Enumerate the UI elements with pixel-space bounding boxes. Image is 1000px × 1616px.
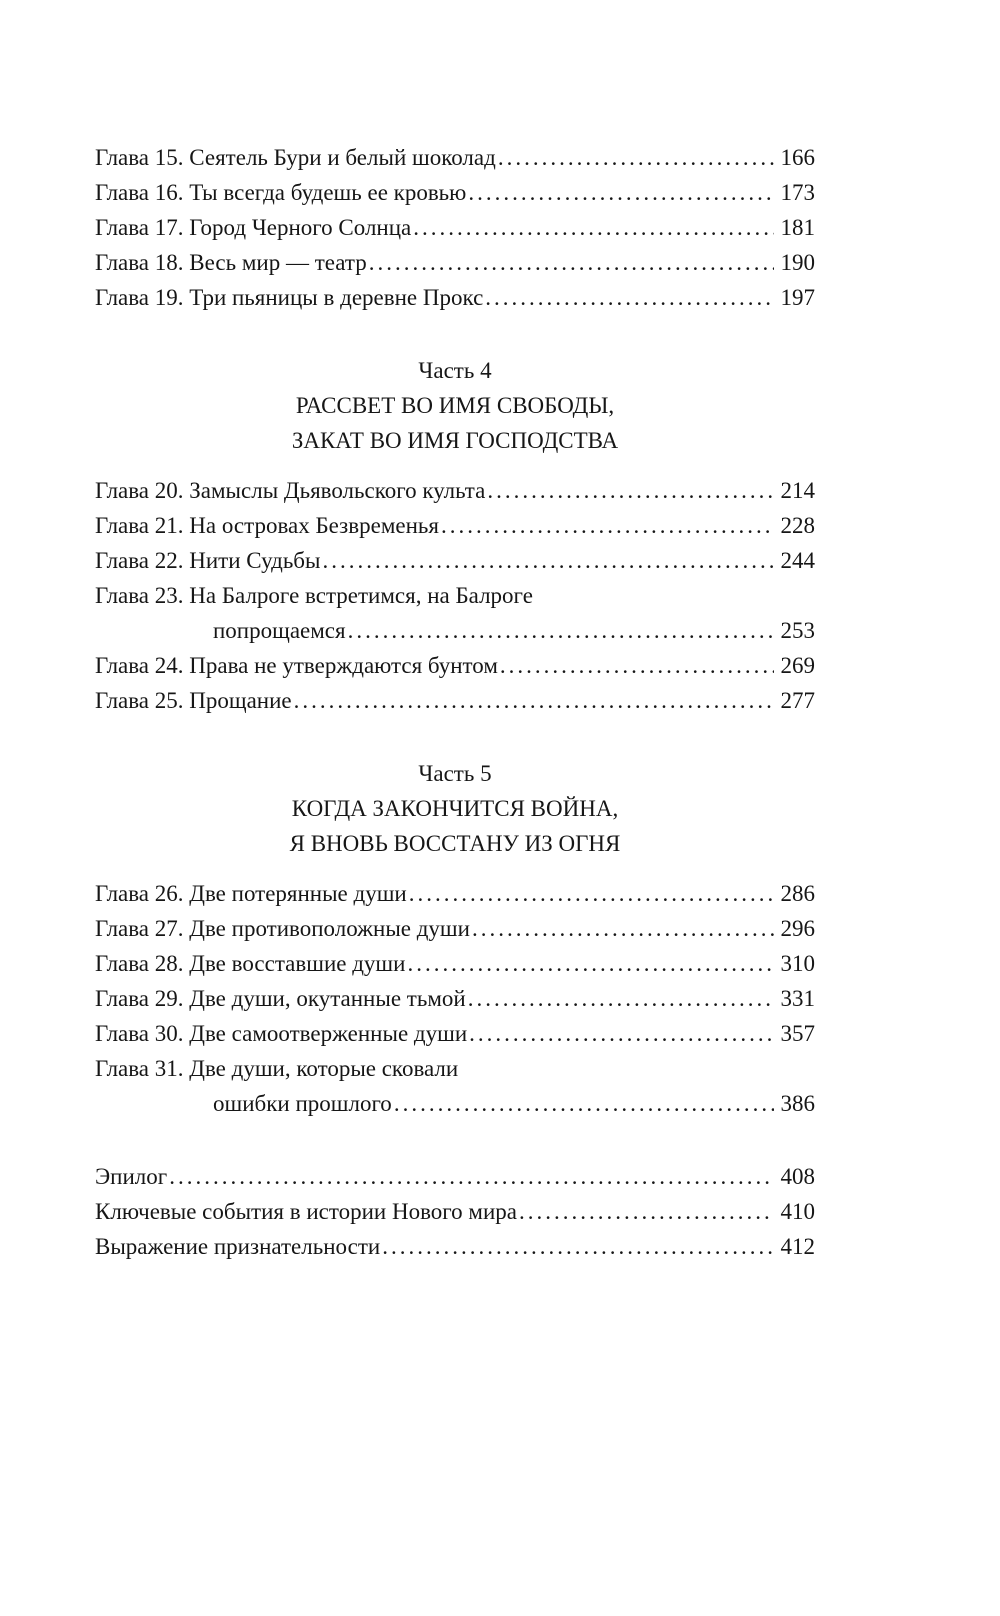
toc-entry-page: 197 bbox=[780, 285, 815, 310]
toc-section bbox=[95, 473, 815, 718]
dot-leader bbox=[407, 946, 773, 981]
dot-leader bbox=[169, 1159, 773, 1194]
dot-leader bbox=[322, 543, 773, 578]
toc-entry bbox=[95, 508, 815, 543]
toc-entry-label: Глава 25. Прощание bbox=[95, 688, 292, 713]
toc-entry bbox=[95, 1194, 815, 1229]
toc-entry-continuation-line bbox=[95, 1086, 815, 1121]
toc-entry bbox=[95, 911, 815, 946]
part-title: Часть 5 bbox=[418, 761, 492, 786]
toc-entry-label: Глава 26. Две потерянные души bbox=[95, 881, 407, 906]
part-subtitle-line: РАССВЕТ ВО ИМЯ СВОБОДЫ, bbox=[295, 393, 615, 418]
dot-leader bbox=[394, 1086, 774, 1121]
toc-entry-page: 310 bbox=[780, 951, 815, 976]
toc-entry-page: 253 bbox=[780, 618, 815, 643]
part-subtitle-line: ЗАКАТ ВО ИМЯ ГОСПОДСТВА bbox=[291, 428, 619, 453]
dot-leader bbox=[441, 508, 774, 543]
dot-leader bbox=[468, 981, 774, 1016]
dot-leader bbox=[409, 876, 774, 911]
toc-backmatter-section bbox=[95, 1159, 815, 1264]
part-subtitle-line: КОГДА ЗАКОНЧИТСЯ ВОЙНА, bbox=[291, 796, 619, 821]
toc-entry-label: Глава 19. Три пьяницы в деревне Прокс bbox=[95, 285, 484, 310]
dot-leader bbox=[472, 911, 774, 946]
toc-entry-label: Глава 31. Две души, которые сковали bbox=[95, 1056, 459, 1081]
toc-entry bbox=[95, 1016, 815, 1051]
dot-leader bbox=[487, 473, 773, 508]
toc-entry-page: 410 bbox=[780, 1199, 815, 1224]
toc-entry bbox=[95, 1051, 815, 1121]
part-heading bbox=[95, 353, 815, 458]
toc-entry-page: 277 bbox=[780, 688, 815, 713]
toc-entry-label: Ключевые события в истории Нового мира bbox=[95, 1199, 517, 1224]
toc-entry bbox=[95, 175, 815, 210]
toc-entry-label-continuation: попрощаемся bbox=[213, 618, 346, 643]
toc-entry-page: 357 bbox=[780, 1021, 815, 1046]
dot-leader bbox=[294, 683, 774, 718]
toc-entry-label: Глава 15. Сеятель Бури и белый шоколад bbox=[95, 145, 496, 170]
toc-entry-page: 214 bbox=[780, 478, 815, 503]
part-heading bbox=[95, 756, 815, 861]
toc-entry bbox=[95, 1159, 815, 1194]
toc-entry bbox=[95, 210, 815, 245]
toc-entry-label: Глава 20. Замыслы Дьявольского культа bbox=[95, 478, 486, 503]
toc-section bbox=[95, 876, 815, 1121]
toc-entry bbox=[95, 981, 815, 1016]
toc-entry-page: 386 bbox=[780, 1091, 815, 1116]
dot-leader bbox=[500, 648, 774, 683]
toc-entry-page: 228 bbox=[780, 513, 815, 538]
toc-entry-page: 408 bbox=[780, 1164, 815, 1189]
toc-entry-page: 190 bbox=[780, 250, 815, 275]
toc-entry bbox=[95, 683, 815, 718]
toc-entry-continuation-line bbox=[95, 613, 815, 648]
toc-entry-label: Глава 16. Ты всегда будешь ее кровью bbox=[95, 180, 467, 205]
toc-entry-label: Глава 22. Нити Судьбы bbox=[95, 548, 321, 573]
dot-leader bbox=[369, 245, 774, 280]
toc-entry-page: 331 bbox=[780, 986, 815, 1011]
dot-leader bbox=[485, 280, 773, 315]
toc-entry-page: 286 bbox=[780, 881, 815, 906]
dot-leader bbox=[468, 175, 773, 210]
table-of-contents bbox=[95, 140, 815, 1264]
toc-entry-label: Глава 28. Две восставшие души bbox=[95, 951, 406, 976]
dot-leader bbox=[348, 613, 774, 648]
toc-entry bbox=[95, 280, 815, 315]
toc-entry-label: Глава 24. Права не утверждаются бунтом bbox=[95, 653, 498, 678]
toc-entry bbox=[95, 1229, 815, 1264]
dot-leader bbox=[498, 140, 774, 175]
toc-entry-label-continuation: ошибки прошлого bbox=[213, 1091, 392, 1116]
toc-entry-first-line bbox=[95, 578, 815, 613]
toc-entry-label: Эпилог bbox=[95, 1164, 168, 1189]
toc-entry-label: Выражение признательности bbox=[95, 1234, 381, 1259]
toc-entry-page: 269 bbox=[780, 653, 815, 678]
toc-entry bbox=[95, 543, 815, 578]
toc-entry-label: Глава 21. На островах Безвременья bbox=[95, 513, 439, 538]
part-title: Часть 4 bbox=[418, 358, 492, 383]
toc-entry-first-line bbox=[95, 1051, 815, 1086]
toc-section bbox=[95, 140, 815, 315]
dot-leader bbox=[382, 1229, 773, 1264]
dot-leader bbox=[519, 1194, 774, 1229]
dot-leader bbox=[413, 210, 773, 245]
toc-entry-label: Глава 29. Две души, окутанные тьмой bbox=[95, 986, 466, 1011]
toc-entry bbox=[95, 578, 815, 648]
toc-entry-page: 173 bbox=[780, 180, 815, 205]
toc-entry-label: Глава 18. Весь мир — театр bbox=[95, 250, 367, 275]
toc-entry bbox=[95, 876, 815, 911]
toc-entry-page: 296 bbox=[780, 916, 815, 941]
toc-entry-page: 166 bbox=[780, 145, 815, 170]
toc-entry-label: Глава 27. Две противоположные души bbox=[95, 916, 470, 941]
toc-entry bbox=[95, 946, 815, 981]
toc-entry bbox=[95, 648, 815, 683]
toc-entry-label: Глава 30. Две самоотверженные души bbox=[95, 1021, 468, 1046]
toc-entry-page: 244 bbox=[780, 548, 815, 573]
toc-entry-label: Глава 23. На Балроге встретимся, на Балроге bbox=[95, 583, 533, 608]
toc-entry-page: 412 bbox=[780, 1234, 815, 1259]
dot-leader bbox=[469, 1016, 773, 1051]
part-subtitle-line: Я ВНОВЬ ВОССТАНУ ИЗ ОГНЯ bbox=[289, 831, 621, 856]
toc-entry-label: Глава 17. Город Черного Солнца bbox=[95, 215, 412, 240]
toc-entry bbox=[95, 140, 815, 175]
toc-entry bbox=[95, 245, 815, 280]
toc-entry-page: 181 bbox=[780, 215, 815, 240]
toc-entry bbox=[95, 473, 815, 508]
